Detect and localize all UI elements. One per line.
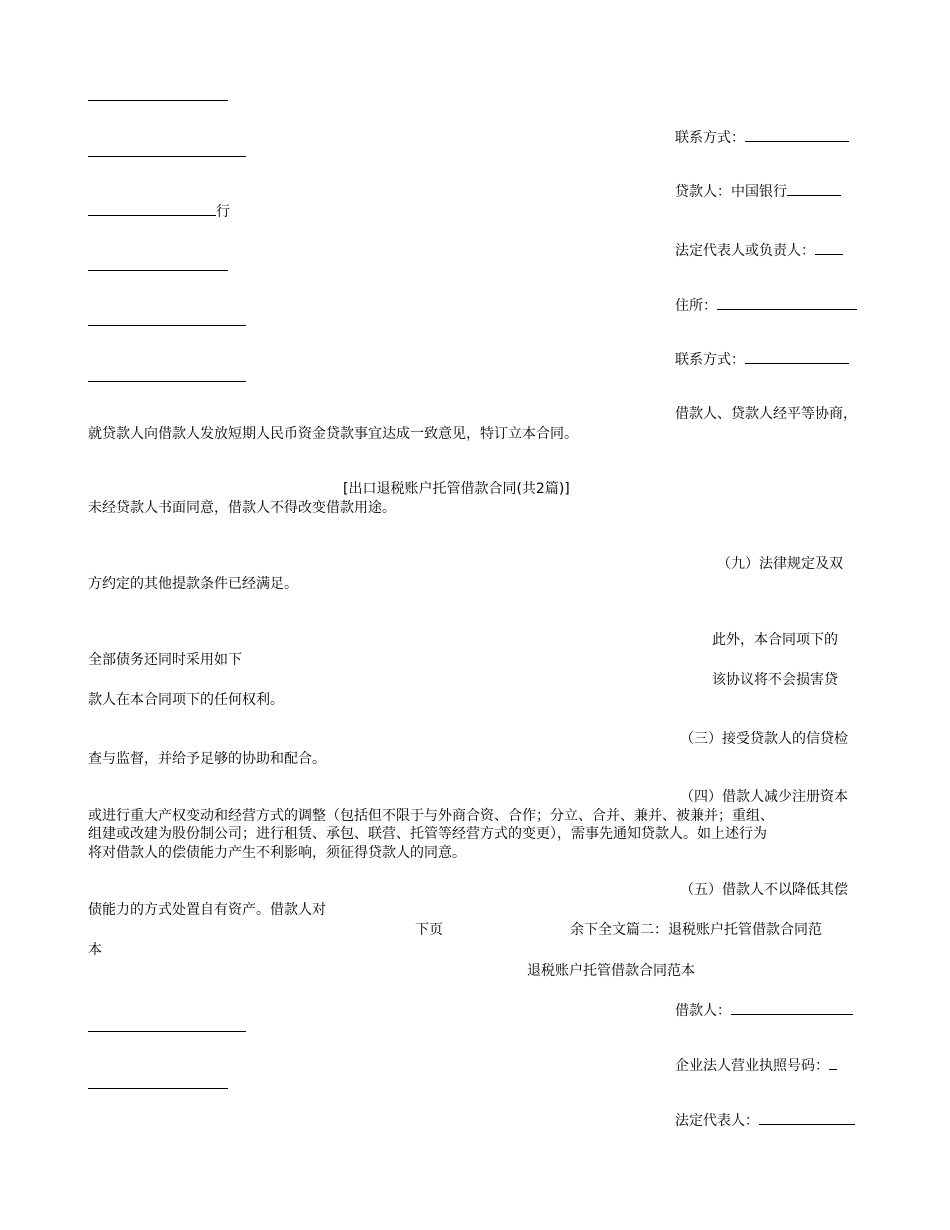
license-blank — [829, 1056, 837, 1070]
contact-label: 联系方式： — [675, 130, 745, 146]
clause-4-line-2: 或进行重大产权变动和经营方式的调整（包括但不限于与外商合资、合作；分立、合并、兼并、被兼并；重组、 — [88, 808, 774, 824]
remaining-text-cont: 本 — [88, 942, 102, 958]
clause-9-line-1: （九）法律规定及双 — [717, 556, 843, 572]
lender-contact-2 — [675, 350, 849, 368]
extra-line-1: 此外，本合同项下的 — [712, 632, 838, 648]
clause-3-line-2: 查与监督，并给予足够的协助和配合。 — [88, 751, 326, 767]
clause-4-line-1: （四）借款人减少注册资本 — [680, 789, 848, 805]
branch-suffix: 行 — [216, 204, 230, 220]
clause-4-line-4: 将对借款人的偿债能力产生不利影响，须征得贷款人的同意。 — [88, 845, 466, 861]
legal-rep-blank — [815, 241, 843, 255]
blank-line — [88, 325, 246, 326]
borrower-label: 借款人： — [675, 1003, 731, 1019]
address-label: 住所： — [675, 298, 717, 314]
address-blank — [717, 296, 857, 310]
legal-rep-label: 法定代表人： — [675, 1113, 759, 1129]
clause-9-line-2: 方约定的其他提款条件已经满足。 — [88, 576, 298, 592]
license-field — [675, 1056, 837, 1074]
intro-line-1: 借款人、贷款人经平等协商， — [675, 406, 857, 422]
extra-line-2: 全部债务还同时采用如下 — [88, 652, 242, 668]
lender-blank — [787, 182, 841, 196]
remaining-text-link[interactable]: 余下全文篇二：退税账户托管借款合同范 — [570, 922, 822, 938]
blank-line — [88, 1031, 246, 1032]
document-title: [出口退税账户托管借款合同(共2篇)] — [343, 481, 570, 497]
second-document-title: 退税账户托管借款合同范本 — [527, 963, 695, 979]
branch-line — [88, 202, 230, 220]
lender-name-field — [675, 182, 841, 200]
borrower-field — [675, 1001, 853, 1019]
agreement-line-2: 款人在本合同项下的任何权利。 — [88, 692, 284, 708]
blank-line — [88, 156, 246, 157]
clause-4-line-3: 组建或改建为股份制公司；进行租赁、承包、联营、托管等经营方式的变更），需事先通知贷款人。如上述行为 — [88, 826, 767, 842]
clause-5-line-2: 债能力的方式处置自有资产。借款人对 — [88, 902, 326, 918]
branch-blank — [88, 202, 216, 216]
intro-line-2: 就贷款人向借款人发放短期人民币资金贷款事宜达成一致意见，特订立本合同。 — [88, 426, 578, 442]
blank-line — [88, 1088, 228, 1089]
legal-rep-label: 法定代表人或负责人： — [675, 243, 815, 259]
clause-5-line-1: （五）借款人不以降低其偿 — [680, 882, 848, 898]
contact-blank — [745, 350, 849, 364]
lender-legal-rep-field — [675, 241, 843, 259]
borrower-blank — [731, 1001, 853, 1015]
next-page-link[interactable]: 下页 — [415, 922, 443, 938]
contact-blank — [745, 128, 849, 142]
license-label: 企业法人营业执照号码： — [675, 1058, 829, 1074]
blank-line — [88, 381, 246, 382]
lender-contact-1 — [675, 128, 849, 146]
legal-rep-blank — [759, 1111, 855, 1125]
agreement-line-1: 该协议将不会损害贷 — [712, 672, 838, 688]
second-legal-rep-field — [675, 1111, 855, 1129]
clause-3-line-1: （三）接受贷款人的信贷检 — [680, 731, 848, 747]
purpose-clause: 未经贷款人书面同意，借款人不得改变借款用途。 — [88, 500, 396, 516]
lender-address-field — [675, 296, 857, 314]
blank-line — [88, 270, 228, 271]
lender-label: 贷款人：中国银行 — [675, 184, 787, 200]
contact-label: 联系方式： — [675, 352, 745, 368]
blank-line-top — [88, 100, 228, 101]
